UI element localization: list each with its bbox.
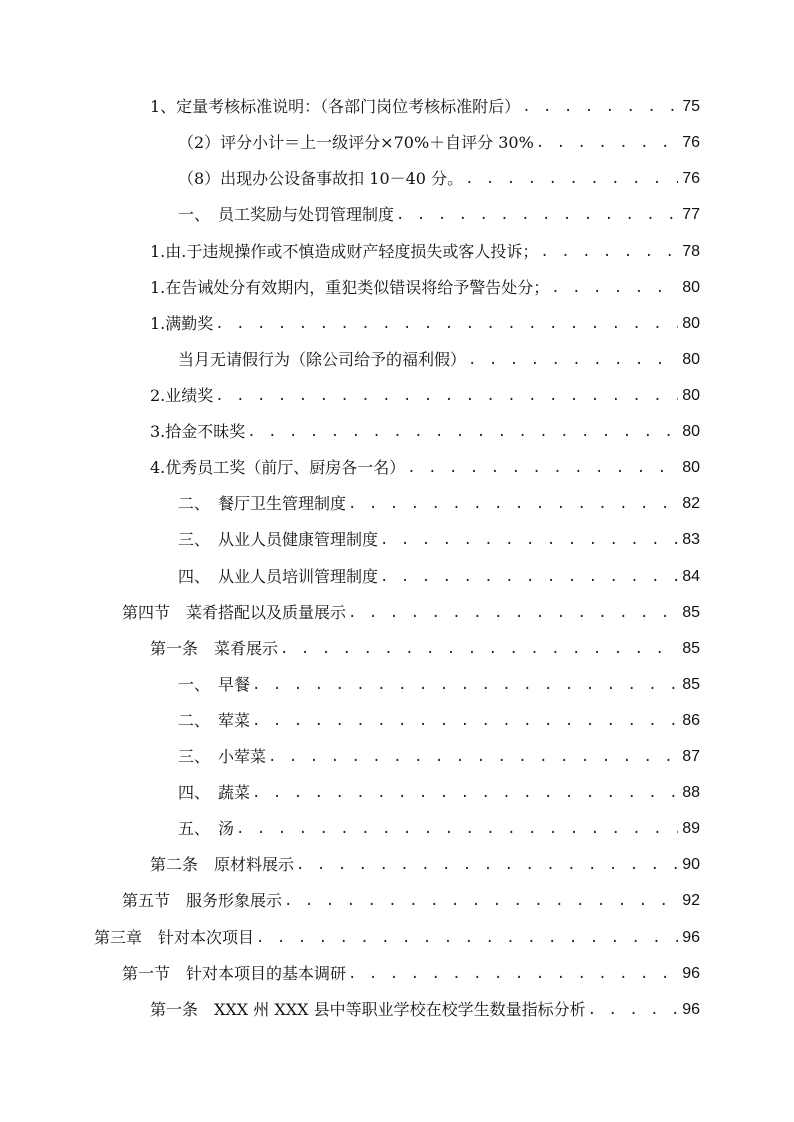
toc-entry-page: 85 — [682, 640, 700, 657]
toc-entry-page: 80 — [682, 351, 700, 368]
toc-entry-page: 96 — [682, 1001, 700, 1018]
toc-dot-leader — [252, 675, 678, 695]
toc-entry-page: 87 — [682, 748, 700, 765]
toc-dot-leader — [296, 855, 678, 875]
toc-entry-page: 83 — [682, 531, 700, 548]
toc-dot-leader — [280, 639, 678, 659]
toc-dot-leader — [522, 97, 678, 117]
toc-entry-page: 86 — [682, 712, 700, 729]
toc-dot-leader — [256, 928, 678, 948]
toc-entry-page: 96 — [682, 929, 700, 946]
toc-dot-leader — [236, 819, 678, 839]
toc-entry[interactable] — [122, 593, 700, 623]
toc-entry-title: 四、 从业人员培训管理制度 — [178, 567, 379, 586]
toc-entry-title: 第二条 原材料展示 — [150, 855, 295, 874]
toc-entry[interactable] — [150, 845, 700, 875]
toc-dot-leader — [380, 530, 678, 550]
toc-dot-leader — [215, 386, 678, 406]
toc-dot-leader — [252, 783, 678, 803]
toc-entry-title: （2）评分小计＝上一级评分×70%＋自评分 30% — [178, 133, 534, 152]
toc-entry-page: 76 — [682, 134, 700, 151]
toc-entry-title: 第一节 针对本项目的基本调研 — [122, 964, 347, 983]
toc-entry-page: 75 — [682, 98, 700, 115]
toc-entry[interactable] — [178, 701, 700, 731]
toc-dot-leader — [407, 458, 678, 478]
toc-entry-title: 第五节 服务形象展示 — [122, 891, 283, 910]
toc-entry[interactable] — [178, 195, 700, 225]
toc-entry[interactable] — [150, 232, 700, 262]
toc-entry[interactable] — [150, 412, 700, 442]
toc-entry[interactable] — [150, 990, 700, 1020]
toc-entry[interactable] — [122, 954, 700, 984]
toc-entry-title: 一、 员工奖励与处罚管理制度 — [178, 205, 395, 224]
toc-entry[interactable] — [150, 448, 700, 478]
toc-entry[interactable] — [178, 737, 700, 767]
toc-dot-leader — [540, 242, 678, 262]
toc-entry-page: 80 — [682, 423, 700, 440]
toc-entry[interactable] — [94, 918, 700, 948]
toc-entry-page: 78 — [682, 243, 700, 260]
toc-entry[interactable] — [178, 809, 700, 839]
toc-entry-title: 当月无请假行为（除公司给予的福利假） — [178, 350, 467, 369]
toc-entry[interactable] — [178, 557, 700, 587]
toc-entry-title: 1、定量考核标准说明：（各部门岗位考核标准附后） — [150, 97, 521, 116]
toc-entry-page: 85 — [682, 676, 700, 693]
toc-entry-title: 二、 餐厅卫生管理制度 — [178, 494, 347, 513]
toc-entry-title: 1.在告诫处分有效期内，重犯类似错误将给予警告处分； — [150, 278, 550, 297]
toc-entry-title: 1.满勤奖 — [150, 314, 214, 333]
toc-entry[interactable] — [178, 520, 700, 550]
toc-dot-leader — [380, 567, 678, 587]
toc-dot-leader — [468, 350, 678, 370]
toc-dot-leader — [268, 747, 678, 767]
toc-dot-leader — [588, 1000, 679, 1020]
toc-dot-leader — [215, 314, 678, 334]
toc-entry-title: （8）出现办公设备事故扣 10－40 分。 — [178, 169, 464, 188]
toc-entry-title: 第三章 针对本次项目 — [94, 928, 255, 947]
toc-entry[interactable] — [150, 629, 700, 659]
toc-entry[interactable] — [150, 304, 700, 334]
toc-entry-page: 96 — [682, 965, 700, 982]
toc-entry[interactable] — [178, 773, 700, 803]
toc-dot-leader — [551, 278, 678, 298]
toc-entry-page: 80 — [682, 387, 700, 404]
toc-entry-title: 2.业绩奖 — [150, 386, 214, 405]
toc-entry-page: 84 — [682, 568, 700, 585]
toc-entry-title: 4.优秀员工奖（前厅、厨房各一名） — [150, 458, 406, 477]
toc-dot-leader — [348, 494, 678, 514]
toc-entry-title: 五、 汤 — [178, 819, 235, 838]
toc-entry-page: 90 — [682, 856, 700, 873]
toc-entry[interactable] — [178, 340, 700, 370]
toc-entry[interactable] — [178, 123, 700, 153]
toc-entry[interactable] — [178, 665, 700, 695]
toc-entry[interactable] — [150, 376, 700, 406]
toc-dot-leader — [247, 422, 678, 442]
toc-entry[interactable] — [150, 268, 700, 298]
toc-dot-leader — [348, 964, 678, 984]
toc-entry-title: 四、 蔬菜 — [178, 783, 251, 802]
toc-dot-leader — [396, 205, 678, 225]
toc-entry-title: 三、 小荤菜 — [178, 747, 267, 766]
toc-dot-leader — [284, 891, 678, 911]
toc-entry-page: 80 — [682, 279, 700, 296]
toc-entry-page: 92 — [682, 892, 700, 909]
toc-dot-leader — [536, 133, 678, 153]
toc-entry-title: 3.拾金不昧奖 — [150, 422, 246, 441]
toc-entry[interactable] — [178, 159, 700, 189]
toc-dot-leader — [348, 603, 678, 623]
toc-entry-page: 82 — [682, 495, 700, 512]
toc-entry[interactable] — [150, 87, 700, 117]
toc-entry-title: 三、 从业人员健康管理制度 — [178, 530, 379, 549]
toc-entry-page: 76 — [682, 170, 700, 187]
toc-entry[interactable] — [122, 881, 700, 911]
toc-entry-page: 85 — [682, 604, 700, 621]
toc-entry-title: 第一条 XXX 州 XXX 县中等职业学校在校学生数量指标分析 — [150, 1000, 586, 1019]
toc-entry-page: 89 — [682, 820, 700, 837]
toc-entry-page: 80 — [682, 459, 700, 476]
toc-entry-page: 77 — [682, 206, 700, 223]
toc-entry-page: 80 — [682, 315, 700, 332]
toc-dot-leader — [465, 169, 678, 189]
toc-dot-leader — [252, 711, 678, 731]
toc-entry-title: 二、 荤菜 — [178, 711, 251, 730]
toc-entry-title: 第四节 菜肴搭配以及质量展示 — [122, 603, 347, 622]
toc-entry[interactable] — [178, 484, 700, 514]
toc-entry-title: 一、 早餐 — [178, 675, 251, 694]
toc-entry-page: 88 — [682, 784, 700, 801]
toc-entry-title: 1.由.于违规操作或不慎造成财产轻度损失或客人投诉； — [150, 242, 539, 261]
toc-entry-title: 第一条 菜肴展示 — [150, 639, 279, 658]
